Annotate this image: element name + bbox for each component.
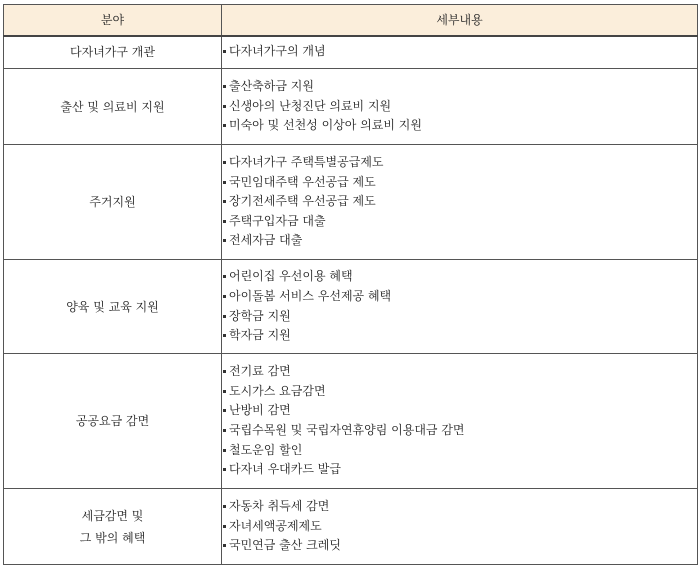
list-item: 국립수목원 및 국립자연휴양림 이용대금 감면 <box>222 421 697 441</box>
list-item: 국민연금 출산 크레딧 <box>222 536 697 556</box>
list-item: 어린이집 우선이용 혜택 <box>222 267 697 287</box>
table-row <box>4 145 698 260</box>
list-item: 신생아의 난청진단 의료비 지원 <box>222 97 697 117</box>
details-cell <box>222 489 698 565</box>
list-item: 장학금 지원 <box>222 307 697 327</box>
list-item: 전세자금 대출 <box>222 231 697 251</box>
category-cell: 다자녀가구 개관 <box>4 36 222 69</box>
category-cell <box>4 489 222 565</box>
table-row <box>4 260 698 354</box>
list-item: 철도운임 할인 <box>222 441 697 461</box>
details-cell <box>222 69 698 145</box>
list-item: 자동차 취득세 감면 <box>222 497 697 517</box>
list-item: 난방비 감면 <box>222 401 697 421</box>
benefits-table <box>3 4 698 565</box>
details-cell <box>222 36 698 69</box>
list-item: 미숙아 및 선천성 이상아 의료비 지원 <box>222 116 697 136</box>
list-item: 출산축하금 지원 <box>222 77 697 97</box>
details-cell <box>222 354 698 489</box>
table-row <box>4 489 698 565</box>
category-line: 세금감면 및 <box>81 508 144 523</box>
list-item: 아이돌봄 서비스 우선제공 혜택 <box>222 287 697 307</box>
header-row <box>4 5 698 36</box>
list-item: 다자녀 우대카드 발급 <box>222 460 697 480</box>
details-cell <box>222 260 698 354</box>
table-row <box>4 36 698 69</box>
list-item: 다자녀가구의 개념 <box>222 42 697 62</box>
category-cell: 출산 및 의료비 지원 <box>4 69 222 145</box>
header-category: 분야 <box>4 5 222 36</box>
list-item: 도시가스 요금감면 <box>222 382 697 402</box>
details-cell <box>222 145 698 260</box>
header-details: 세부내용 <box>222 5 698 36</box>
list-item: 자녀세액공제제도 <box>222 517 697 537</box>
table-row <box>4 354 698 489</box>
list-item: 다자녀가구 주택특별공급제도 <box>222 153 697 173</box>
category-cell: 공공요금 감면 <box>4 354 222 489</box>
list-item: 전기료 감면 <box>222 362 697 382</box>
list-item: 주택구입자금 대출 <box>222 212 697 232</box>
list-item: 국민임대주택 우선공급 제도 <box>222 173 697 193</box>
list-item: 학자금 지원 <box>222 326 697 346</box>
category-line: 그 밖의 혜택 <box>79 530 146 545</box>
category-cell: 양육 및 교육 지원 <box>4 260 222 354</box>
table-row <box>4 69 698 145</box>
list-item: 장기전세주택 우선공급 제도 <box>222 192 697 212</box>
category-cell: 주거지원 <box>4 145 222 260</box>
